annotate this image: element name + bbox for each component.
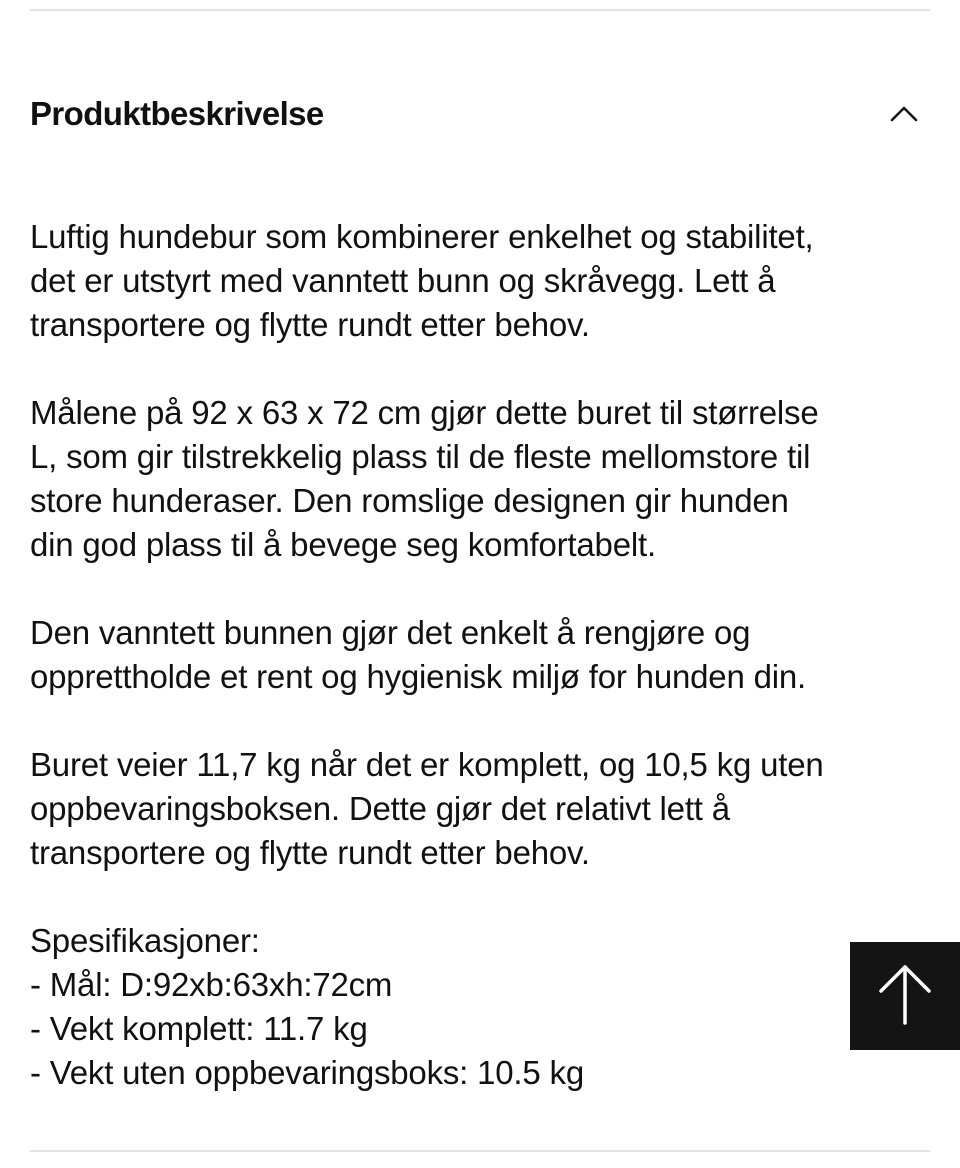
- scroll-to-top-button[interactable]: [850, 942, 960, 1050]
- chevron-up-icon[interactable]: [884, 94, 924, 134]
- section-title: Produktbeskrivelse: [30, 95, 324, 132]
- bottom-divider: [30, 1150, 930, 1152]
- spec-item: - Vekt komplett: 11.7 kg: [30, 1010, 368, 1047]
- specifications: [30, 919, 935, 1095]
- description-line: transportere og flytte rundt etter behov.: [30, 306, 590, 343]
- description-paragraph: [30, 743, 935, 875]
- description-line: oppbevaringsboksen. Dette gjør det relativt lett å: [30, 790, 730, 827]
- description-paragraph: [30, 215, 935, 347]
- description-line: det er utstyrt med vanntett bunn og skråvegg. Lett å: [30, 262, 776, 299]
- description-line: L, som gir tilstrekkelig plass til de fleste mellomstore til: [30, 438, 811, 475]
- description-paragraph: [30, 391, 935, 567]
- spec-item: - Mål: D:92xb:63xh:72cm: [30, 966, 393, 1003]
- spec-item: - Vekt uten oppbevaringsboks: 10.5 kg: [30, 1054, 584, 1091]
- product-description-body: [30, 215, 935, 1095]
- top-divider: [30, 9, 930, 11]
- description-paragraph: [30, 611, 935, 699]
- specifications-list: [30, 963, 935, 1095]
- description-line: store hunderaser. Den romslige designen gir hunden: [30, 482, 789, 519]
- description-line: Buret veier 11,7 kg når det er komplett, og 10,5 kg uten: [30, 746, 824, 783]
- arrow-up-icon: [877, 963, 933, 1030]
- description-line: din god plass til å bevege seg komfortabelt.: [30, 526, 656, 563]
- specifications-heading: Spesifikasjoner:: [30, 922, 260, 959]
- description-line: Målene på 92 x 63 x 72 cm gjør dette buret til størrelse: [30, 394, 819, 431]
- product-description-header[interactable]: [30, 88, 930, 140]
- description-line: transportere og flytte rundt etter behov.: [30, 834, 590, 871]
- description-line: Luftig hundebur som kombinerer enkelhet og stabilitet,: [30, 218, 814, 255]
- description-line: opprettholde et rent og hygienisk miljø for hunden din.: [30, 658, 806, 695]
- description-line: Den vanntett bunnen gjør det enkelt å rengjøre og: [30, 614, 751, 651]
